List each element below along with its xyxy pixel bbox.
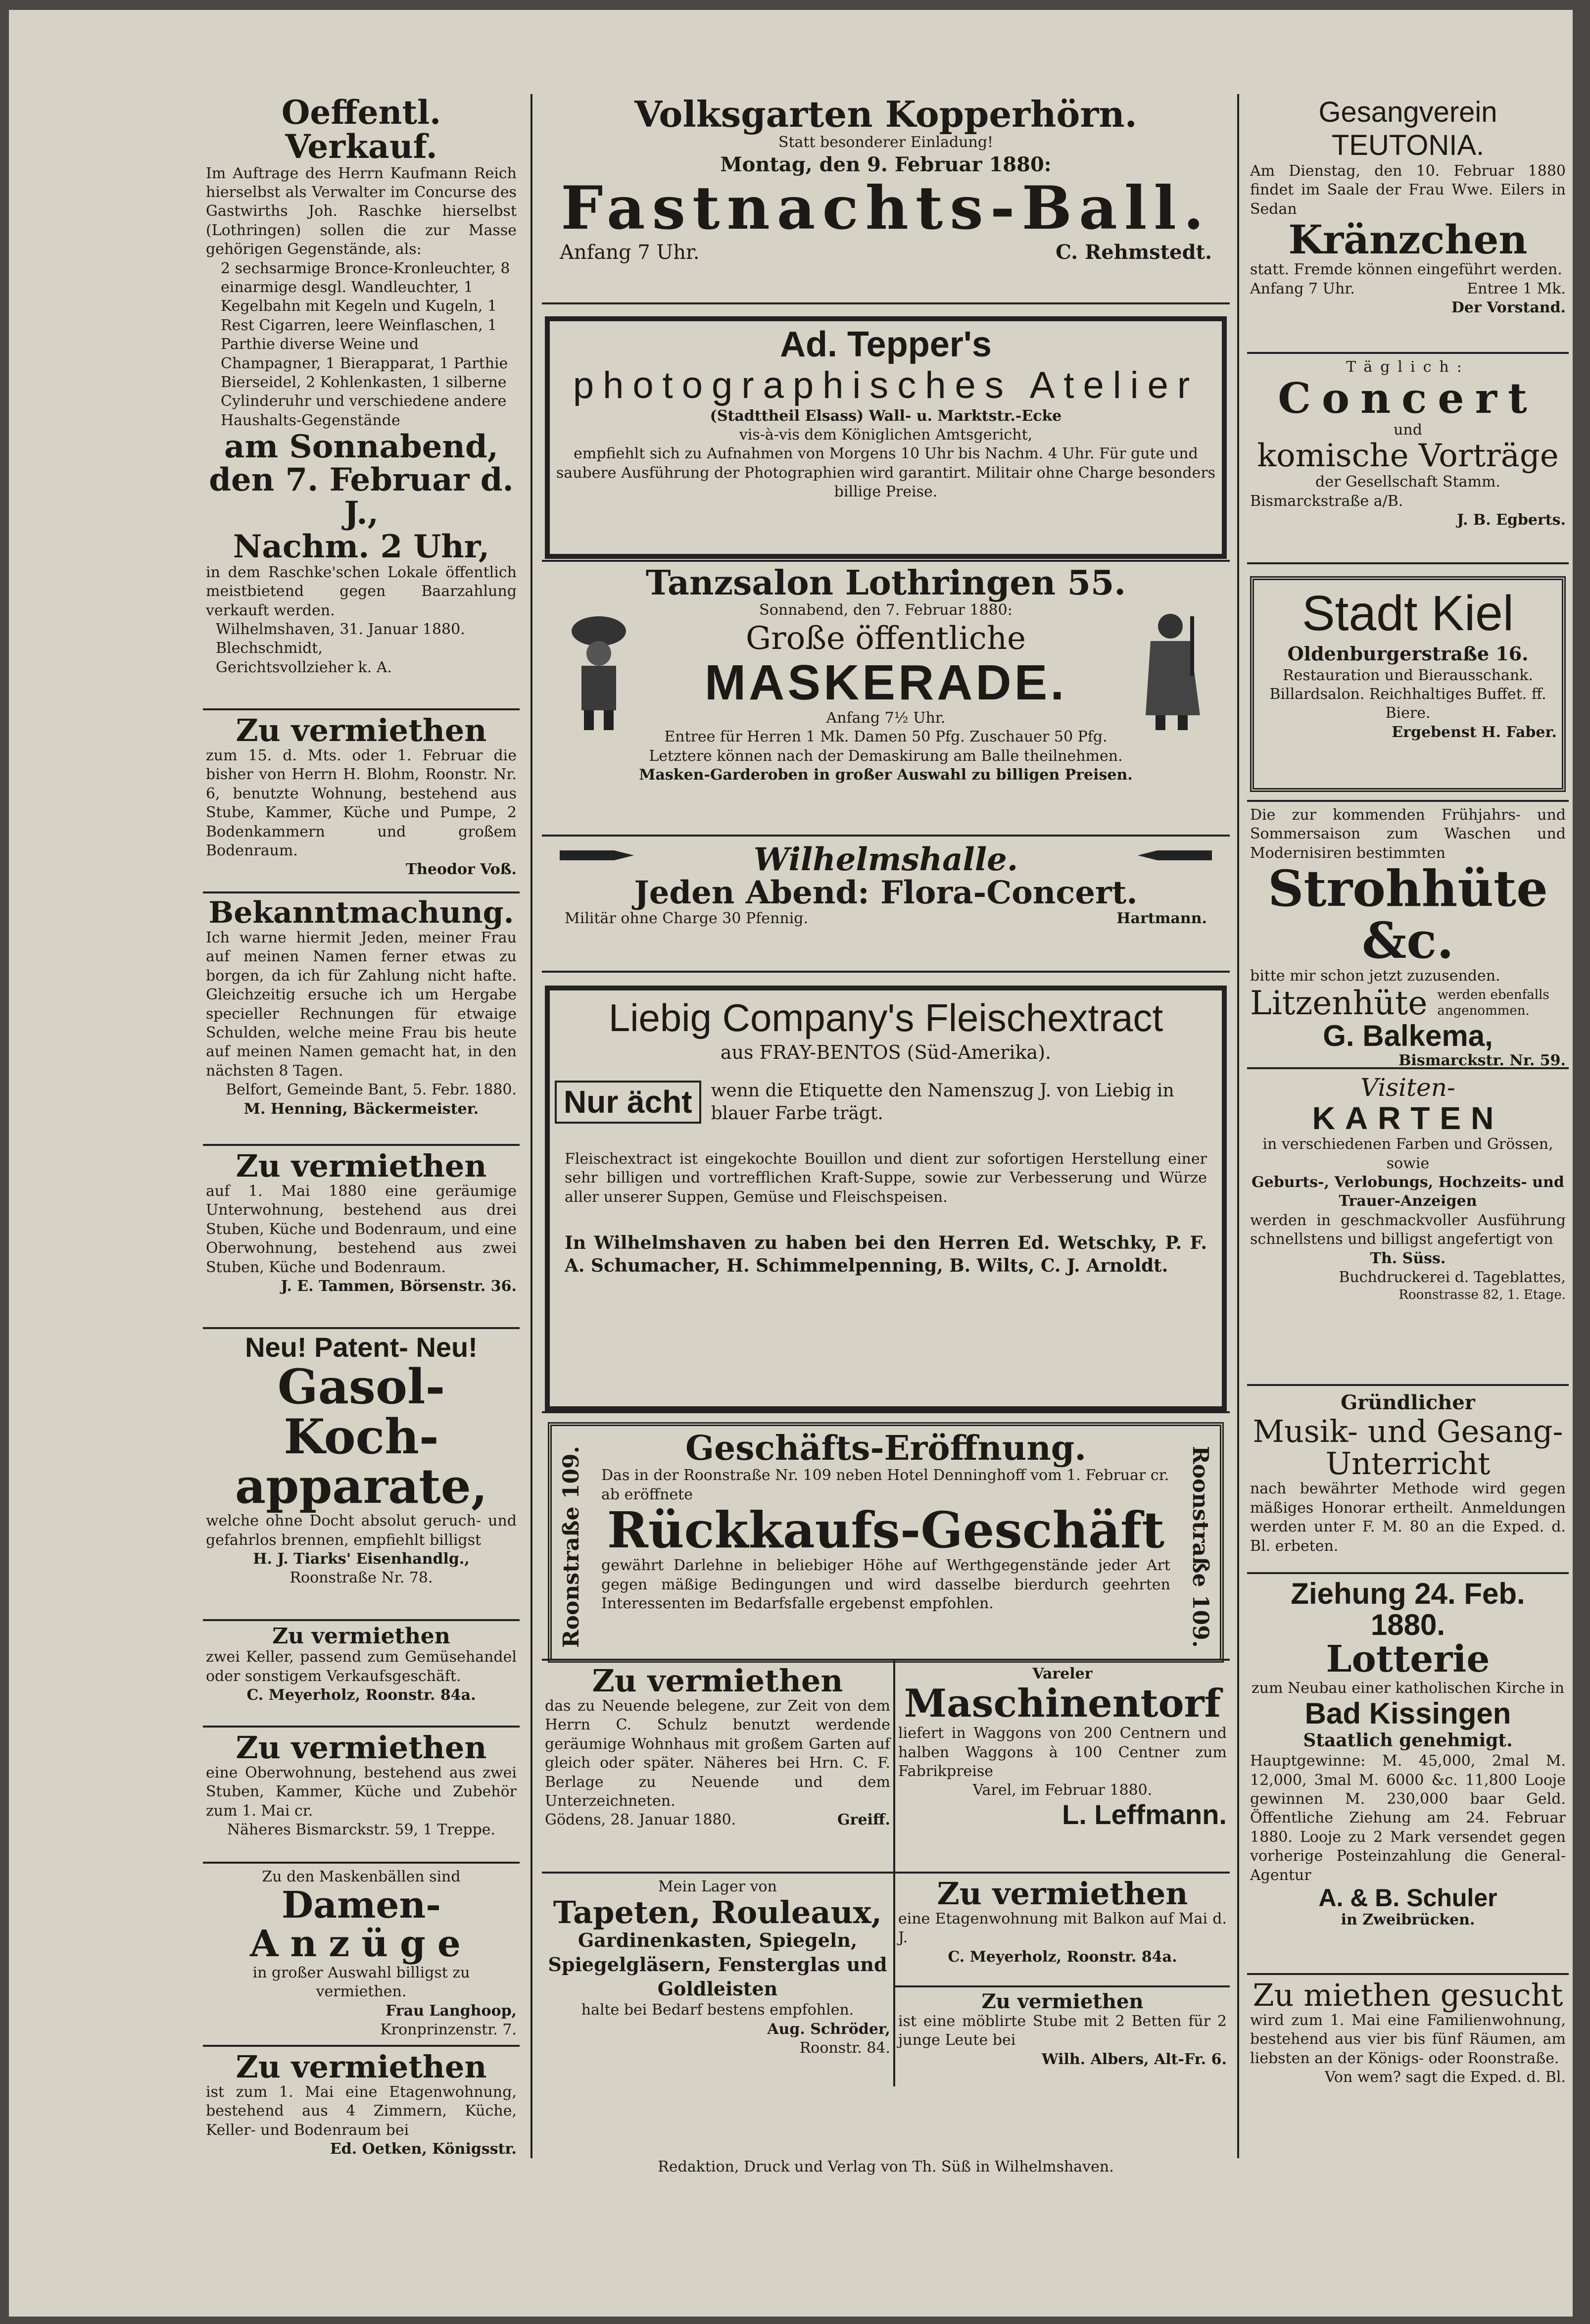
ad-topline: Gründlicher — [1341, 1391, 1475, 1414]
ad-signature: J. B. Egberts. — [1457, 511, 1566, 529]
ad-topline: Ziehung 24. Feb. 1880. — [1291, 1577, 1525, 1641]
ad-title: Anzüge — [250, 1923, 473, 1966]
ad-body: ist zum 1. Mai eine Etagenwohnung, bestehend aus 4 Zimmern, Küche, Keller- und Bodenraum bei — [206, 2083, 517, 2139]
ad-items: 2 sechsarmige Bronce-Kronleuchter, 8 einarmige desgl. Wandleuchter, 1 Kegelbahn mit Kegeln und Kugeln, 1 Rest Cigarren, leere Weinflaschen, 1 Parthie diverse Weine und Champagner, 1 Bierapparat, 1 Parthie Bierseidel, 2 Kohlenkasten, 1 silberne Cylinderuhr und verschiedene andere Haushalts-Gegenstände — [221, 259, 510, 429]
middle-lower-right — [895, 1661, 1230, 2086]
ad-signature: Von wem? sagt die Exped. d. Bl. — [1324, 2069, 1566, 2086]
ad-title: Zu miethen gesucht — [1253, 1977, 1563, 2013]
column-middle — [542, 92, 1230, 2086]
ad-topline: Mein Lager von — [658, 1878, 777, 1895]
ad-title: Zu vermiethen — [272, 1624, 450, 1649]
ad-wilhelmshalle — [542, 837, 1230, 973]
ad-strohhuete — [1247, 802, 1569, 1069]
ad-dealers: In Wilhelmshaven zu haben bei den Herren Ed. Wetschky, P. F. A. Schumacher, H. Schimmelpenning, B. Wilts, C. J. Arnoldt. — [565, 1232, 1207, 1277]
ad-title: Stadt Kiel — [1301, 586, 1514, 641]
ad-items: Gardinenkasten, Spiegeln, Spiegelgläsern, Fensterglas und Goldleisten — [548, 1929, 887, 2000]
ad-subtitle: komische Vorträge — [1257, 437, 1559, 474]
ad-body: liefert in Waggons von 200 Centnern und halben Waggons à 100 Centner zum Fabrikpreise — [898, 1725, 1227, 1780]
ad-event: Rückkaufs-Geschäft — [607, 1501, 1165, 1560]
ad-body: werden in geschmackvoller Ausführung schnellstens und billigst angefertigt von — [1250, 1211, 1566, 1248]
ad-address: Roonstrasse 82, 1. Etage. — [1398, 1287, 1566, 1303]
ad-connector: und — [1394, 421, 1422, 439]
ad-title: Gesangverein TEUTONIA. — [1318, 96, 1497, 161]
ad-zu-vermiethen-1 — [203, 710, 520, 893]
ad-date: am Sonnabend, — [224, 428, 498, 466]
ad-gasol-kochapparate — [203, 1329, 520, 1621]
ad-body: Das in der Roonstraße Nr. 109 neben Hotel Denninghoff vom 1. Februar cr. ab eröffnete — [601, 1467, 1169, 1503]
ad-signature: H. J. Tiarks' Eisenhandlg., — [253, 1550, 470, 1568]
ad-signature: M. Henning, Bäckermeister. — [243, 1100, 479, 1118]
ad-maschinentorf — [895, 1661, 1230, 1874]
ad-date: den 7. Februar d. J., — [209, 461, 514, 532]
ad-date: Sonnabend, den 7. Februar 1880: — [759, 601, 1012, 619]
ad-body: eine Etagenwohnung mit Balkon auf Mai d. J. — [898, 1910, 1227, 1947]
ad-title: Musik- und Gesang-Unterricht — [1253, 1413, 1563, 1482]
ad-lotterie — [1247, 1574, 1569, 1975]
ad-place: Wilhelmshaven, 31. Januar 1880. — [216, 620, 465, 638]
column-left — [203, 92, 520, 2161]
ad-body: halte bei Bedarf bestens empfohlen. — [581, 2001, 854, 2019]
ad-address: Bismarckstraße a/B. — [1250, 492, 1403, 510]
ad-place: Bad Kissingen — [1304, 1697, 1511, 1731]
column-rule-left — [530, 94, 532, 2158]
ad-signature: Buchdruckerei d. Tageblattes, — [1339, 1268, 1566, 1286]
ad-signature: Der Vorstand. — [1451, 298, 1566, 316]
ad-title: Geschäfts-Eröffnung. — [685, 1429, 1087, 1468]
ad-body: Ich warne hiermit Jeden, meiner Frau auf meinen Namen ferner etwas zu borgen, da ich für Zahlung nicht hafte. Gleichzeitig ersuche ich um Hergabe specieller Rechnungen für etwaige Schulden, welche meine Frau bis heute auf meinen Namen gemacht hat, in den nächsten 8 Tagen. — [206, 929, 517, 1080]
ad-title: Concert — [1278, 374, 1538, 423]
ad-start-time: Anfang 7 Uhr. — [1250, 280, 1355, 297]
ad-body: welche ohne Docht absolut geruch- und gefahrlos brennen, empfiehlt billigst — [206, 1512, 517, 1549]
ad-place: Gödens, 28. Januar 1880. — [545, 1811, 736, 1829]
ad-side-label: Roonstraße 109. — [559, 1446, 584, 1648]
ad-concert-stamm — [1247, 354, 1569, 564]
ad-subtitle: Statt besonderer Einladung! — [778, 133, 994, 151]
ad-body: zwei Keller, passend zum Gemüsehandel oder sonstigem Verkaufsgeschäft. — [206, 1648, 517, 1685]
ad-address: Roonstraße Nr. 78. — [289, 1569, 433, 1587]
ad-title: Zu vermiethen — [236, 1148, 487, 1184]
ad-bekanntmachung — [203, 893, 520, 1146]
ad-body: Fleischextract ist eingekochte Bouillon und dient zur sofortigen Herstellung einer sehr billigen und vortrefflichen Kraft-Suppe, sowie zur Verbesserung und Würze aller unserer Suppen, Gemüse und Fleischspeisen. — [565, 1150, 1207, 1206]
ad-signature: Theodor Voß. — [405, 861, 517, 879]
jester-figure-illustration — [1136, 606, 1210, 735]
ad-teutonia — [1247, 92, 1569, 354]
ad-signature: Greiff. — [837, 1811, 890, 1829]
ad-signature: C. Meyerholz, Roonstr. 84a. — [948, 1948, 1177, 1966]
ad-address: (Stadttheil Elsass) Wall- u. Marktstr.-Ecke — [710, 407, 1062, 425]
ad-title: Zu vermiethen — [236, 1730, 487, 1766]
ad-title: Liebig Company's Fleischextract — [608, 996, 1163, 1039]
ad-event: MASKERADE. — [704, 654, 1067, 710]
ad-body: Geburts-, Verlobungs, Hochzeits- und Trauer-Anzeigen — [1252, 1173, 1564, 1210]
ad-title: Wilhelmshalle. — [753, 841, 1018, 878]
ad-subtitle: photographisches Atelier — [573, 364, 1199, 406]
ad-address: Oldenburgerstraße 16. — [1287, 643, 1529, 665]
ad-note: Letztere können nach der Demaskirung am Balle theilnehmen. — [649, 747, 1123, 765]
ad-title: Zu vermiethen — [937, 1876, 1188, 1912]
ad-zu-vermiethen-etage — [895, 1874, 1230, 1987]
middle-lower-left — [542, 1661, 895, 2086]
ad-body: zum 15. d. Mts. oder 1. Februar die bisher von Herrn H. Blohm, Roonstr. Nr. 6, benutzte Wohnung, bestehend aus Stube, Kammer, Küche und Pumpe, 2 Bodenkammern und großem Bodenraum. — [206, 747, 517, 860]
ad-subtitle: Staatlich genehmigt. — [1303, 1730, 1513, 1751]
ad-place: Belfort, Gemeinde Bant, 5. Febr. 1880. — [225, 1081, 517, 1099]
ad-title: Tapeten, Rouleaux, — [553, 1894, 882, 1931]
ad-address: Kronprinzenstr. 7. — [380, 2021, 517, 2038]
ad-body: Am Dienstag, den 10. Februar 1880 findet im Saale der Frau Wwe. Eilers in Sedan — [1250, 162, 1566, 218]
ad-rueckkaufs-geschaeft — [542, 1413, 1230, 1661]
ad-start-time: Anfang 7 Uhr. — [560, 241, 700, 264]
pointing-hand-icon — [1138, 841, 1212, 870]
ad-visitenkarten — [1247, 1069, 1569, 1386]
ad-subtitle: aus FRAY-BENTOS (Süd-Amerika). — [720, 1041, 1052, 1063]
ad-signature: A. & B. Schuler — [1318, 1883, 1497, 1912]
ad-address: Bismarckstr. Nr. 59. — [1398, 1051, 1566, 1069]
ad-topline: Vareler — [1032, 1665, 1093, 1682]
ad-body: der Gesellschaft Stamm. — [1315, 473, 1500, 491]
ad-topline: Zu den Maskenbällen sind — [262, 1868, 461, 1885]
ad-signature: Hartmann. — [1116, 910, 1207, 928]
ad-body: wird zum 1. Mai eine Familienwohnung, bestehend aus vier bis fünf Räumen, am liebsten an der Königs- oder Roonstraße. — [1250, 2012, 1566, 2067]
ad-date: Nachm. 2 Uhr, — [233, 528, 490, 565]
ad-signature: Aug. Schröder, — [767, 2020, 890, 2038]
ad-body: Restauration und Bierausschank. Billardsalon. Reichhaltiges Buffet. ff. Biere. — [1269, 666, 1546, 722]
ad-zu-miethen-gesucht — [1247, 1975, 1569, 2148]
ad-body: empfiehlt sich zu Aufnahmen von Morgens 10 Uhr bis Nachm. 4 Uhr. Für gute und saubere Ausführung der Photographien wird garantirt. Militair ohne Charge besonders billige Preise. — [556, 445, 1216, 501]
ad-highlight: Nur ächt — [555, 1081, 701, 1124]
ad-body: in verschiedenen Farben und Grössen, sowie — [1262, 1136, 1553, 1172]
ad-liebig-fleischextract — [542, 973, 1230, 1413]
ad-signature: L. Leffmann. — [1062, 1798, 1227, 1830]
ad-zu-vermiethen-stube — [895, 1987, 1230, 2086]
ad-body: in dem Raschke'schen Lokale öffentlich meistbietend gegen Baarzahlung verkauft werden. — [206, 563, 517, 619]
ad-body: ist eine möblirte Stube mit 2 Betten für 2 junge Leute bei — [898, 2013, 1227, 2049]
ad-date: Montag, den 9. Februar 1880: — [720, 152, 1052, 176]
ad-zu-vermiethen-wohnhaus — [542, 1661, 893, 1874]
ad-title: Oeffentl. Verkauf. — [281, 93, 441, 166]
ad-musik-unterricht — [1247, 1386, 1569, 1574]
ad-event: Kränzchen — [1288, 216, 1528, 263]
ad-title: Damen- — [281, 1884, 441, 1927]
ad-title: Zu vermiethen — [236, 712, 487, 748]
ad-tanzsalon-maskerade — [542, 562, 1230, 837]
ad-body: Hauptgewinne: M. 45,000, 2mal M. 12,000, 3mal M. 6000 &c. 11,800 Looje gewinnen M. 230,000 baar Geld. Öffentliche Ziehung am 24. Februar 1880. Looje zu 2 Mark versendet gegen vorherige Posteinzahlung die General-Agentur — [1250, 1752, 1566, 1884]
ad-address: in Zweibrücken. — [1341, 1911, 1475, 1929]
imprint-footer: Redaktion, Druck und Verlag von Th. Süß in Wilhelmshaven. — [658, 2158, 1114, 2176]
ad-body: statt. Fremde können eingeführt werden. — [1250, 261, 1562, 279]
ad-title: Lotterie — [1326, 1638, 1490, 1681]
ad-event: Fastnachts-Ball. — [561, 173, 1211, 244]
ad-signature: Ergebenst H. Faber. — [1392, 723, 1557, 741]
ad-body: nach bewährter Methode wird gegen mäßiges Honorar ertheilt. Anmeldungen werden unter F. M. 80 an die Exped. d. Bl. erbeten. — [1250, 1480, 1566, 1555]
ad-side-label: Roonstraße 109. — [1188, 1446, 1213, 1648]
ad-title: Maschinentorf — [904, 1681, 1221, 1727]
ad-note: Masken-Garderoben in großer Auswahl zu billigen Preisen. — [639, 766, 1133, 784]
ad-damen-anzuege — [203, 1864, 520, 2047]
ad-volksgarten — [542, 92, 1230, 304]
ad-note: werden ebenfalls angenommen. — [1437, 987, 1549, 1019]
ad-signature: Näheres Bismarckstr. 59, 1 Treppe. — [227, 1821, 496, 1839]
ad-topline: Neu! Patent- Neu! — [245, 1332, 478, 1363]
ad-subtitle: Große öffentliche — [746, 620, 1026, 657]
ad-headline: Jeden Abend: Flora-Concert. — [634, 874, 1138, 912]
ad-zu-vermiethen-5 — [203, 2047, 520, 2161]
ad-title: Volksgarten Kopperhörn. — [634, 93, 1137, 135]
ad-signature: Blechschmidt, — [216, 640, 323, 657]
pointing-hand-icon — [560, 841, 634, 870]
ad-signature: Wilh. Albers, Alt-Fr. 6. — [1042, 2050, 1227, 2068]
ad-signature: Ed. Oetken, Königsstr. — [330, 2140, 517, 2158]
ad-body: Im Auftrage des Herrn Kaufmann Reich hierselbst als Verwalter im Concurse des Gastwirths Joh. Raschke hierselbst (Lothringen) sollen die zur Masse gehörigen Gegenstände, als: — [206, 164, 517, 258]
ad-title: KARTEN — [1312, 1100, 1504, 1136]
ad-title: Bekanntmachung. — [208, 895, 514, 930]
ad-address: Roonstr. 84. — [799, 2039, 890, 2057]
ad-oeffentl-verkauf — [203, 92, 520, 710]
ad-zu-vermiethen-3 — [203, 1621, 520, 1728]
ad-signature: Gerichtsvollzieher k. A. — [216, 658, 392, 676]
ad-signature: G. Balkema, — [1323, 1019, 1493, 1052]
ad-condition: wenn die Etiquette den Namenszug J. von Liebig in blauer Farbe trägt. — [711, 1080, 1174, 1124]
ad-address: vis-à-vis dem Königlichen Amtsgericht, — [739, 426, 1033, 444]
ad-zu-vermiethen-4 — [203, 1728, 520, 1864]
ad-signature: Th. Süss. — [1370, 1249, 1446, 1267]
ad-body: bitte mir schon jetzt zuzusenden. — [1250, 967, 1500, 985]
ad-title: Strohhüte &c. — [1268, 859, 1548, 970]
ad-topline: Visiten- — [1360, 1073, 1455, 1102]
ad-title: Zu vermiethen — [981, 1990, 1144, 2013]
ad-signature: C. Rehmstedt. — [1056, 241, 1212, 264]
masked-figure-illustration — [562, 606, 636, 735]
ad-body: das zu Neuende belegene, zur Zeit von dem Herrn C. Schulz benutzt werdende geräumige Wohnhaus mit großem Garten auf gleich oder später. Näheres bei Hrn. C. F. Berlage zu Neuende und dem Unterzeichneten. — [545, 1697, 890, 1810]
ad-tepper-photo — [542, 304, 1230, 562]
ad-body: gewährt Darlehne in beliebiger Höhe auf Werthgegenstände jeder Art gegen mäßige Bedingungen und wird dasselbe bierdurch geehrten Interessenten im Bedarfsfalle ergebenst empfohlen. — [601, 1557, 1170, 1612]
ad-subtitle: Litzenhüte — [1250, 984, 1428, 1022]
ad-body: in großer Auswahl billigst zu vermiethen. — [252, 1964, 470, 2001]
ad-signature: J. E. Tammen, Börsenstr. 36. — [281, 1278, 517, 1295]
ad-body: eine Oberwohnung, bestehend aus zwei Stuben, Kammer, Küche und Zubehör zum 1. Mai cr. — [206, 1764, 517, 1820]
ad-entree: Entree 1 Mk. — [1467, 280, 1566, 297]
ad-title: Gasol-Koch- — [277, 1358, 445, 1465]
ad-tapeten — [542, 1874, 893, 2086]
ad-start-time: Anfang 7½ Uhr. — [826, 709, 946, 727]
column-rule-right — [1237, 94, 1239, 2158]
middle-lower-grid — [542, 1661, 1230, 2086]
ad-body: auf 1. Mai 1880 eine geräumige Unterwohnung, bestehend aus drei Stuben, Küche und Bodenraum, und eine Oberwohnung, bestehend aus zwei Stuben, Küche und Bodenraum. — [206, 1183, 517, 1276]
column-right — [1247, 92, 1569, 2148]
ad-stadt-kiel — [1247, 564, 1569, 802]
ad-title: apparate, — [235, 1458, 488, 1515]
ad-title: Tanzsalon Lothringen 55. — [645, 563, 1126, 603]
ad-body: Die zur kommenden Frühjahrs- und Sommersaison zum Waschen und Modernisiren bestimmten — [1250, 806, 1566, 862]
ad-signature: C. Meyerholz, Roonstr. 84a. — [246, 1686, 476, 1704]
ad-zu-vermiethen-2 — [203, 1146, 520, 1329]
ad-topline: Täglich: — [1346, 358, 1470, 376]
ad-title: Zu vermiethen — [236, 2049, 487, 2085]
ad-prices: Entree für Herren 1 Mk. Damen 50 Pfg. Zuschauer 50 Pfg. — [664, 728, 1108, 746]
ad-signature: Frau Langhoop, — [385, 2002, 517, 2020]
ad-note: Militär ohne Charge 30 Pfennig. — [565, 910, 809, 928]
ad-title: Ad. Tepper's — [780, 325, 992, 364]
ad-place: Varel, im Februar 1880. — [972, 1781, 1153, 1799]
ad-body: zum Neubau einer katholischen Kirche in — [1251, 1679, 1565, 1697]
ad-title: Zu vermiethen — [592, 1663, 843, 1699]
